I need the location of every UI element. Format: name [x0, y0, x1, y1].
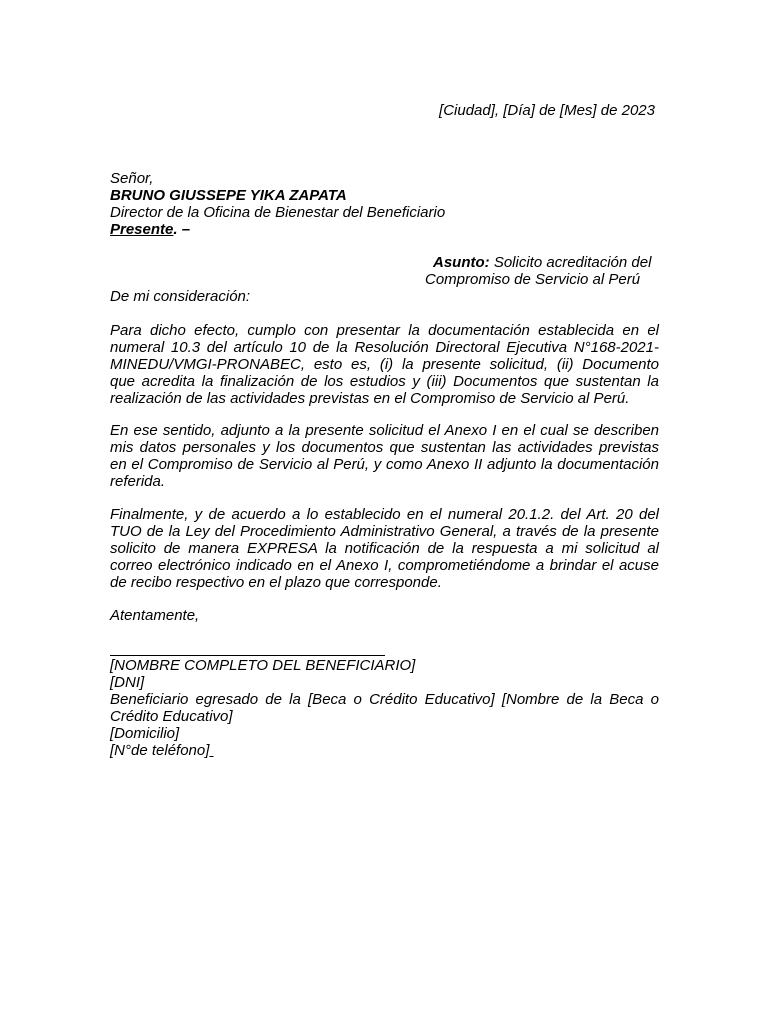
- paragraph-2-line: En ese sentido, adjunto a la presente solicitud el Anexo I en el cual se describen: [110, 422, 659, 439]
- greeting: De mi consideración:: [110, 288, 251, 305]
- presente-word: Presente: [110, 221, 174, 238]
- subject-label: Asunto:: [433, 254, 490, 271]
- salutation: Señor,: [110, 170, 154, 187]
- signature-role-line: Crédito Educativo]: [110, 708, 233, 725]
- signature-line: [110, 655, 385, 656]
- signature-phone: [N°de teléfono]: [110, 742, 210, 759]
- paragraph-3: [110, 506, 659, 591]
- signature-dni: [DNI]: [110, 674, 145, 691]
- paragraph-2-line: en el Compromiso de Servicio al Perú, y como Anexo II adjunto la documentación: [110, 456, 659, 473]
- paragraph-1-line: Para dicho efecto, cumplo con presentar la documentación establecida en el: [110, 322, 659, 339]
- subject-text-1: Solicito acreditación del: [493, 254, 652, 271]
- paragraph-1-line: realización de las actividades previstas en el Compromiso de Servicio al Perú.: [110, 390, 630, 407]
- date-line: [Ciudad], [Día] de [Mes] de 2023: [439, 102, 655, 119]
- paragraph-1: [110, 322, 659, 407]
- paragraph-2-line: referida.: [110, 473, 166, 490]
- signature-phone-line: [110, 742, 214, 759]
- paragraph-1-line: MINEDU/VMGI-PRONABEC, esto es, (i) la presente solicitud, (ii) Documento: [110, 356, 659, 373]
- paragraph-3-line: correo electrónico indicado en el Anexo I, comprometiéndome a brindar el acuse: [110, 557, 659, 574]
- paragraph-2-line: mis datos personales y los documentos que sustentan las actividades previstas: [110, 439, 659, 456]
- paragraph-3-line: de recibo respectivo en el plazo que corresponde.: [110, 574, 442, 591]
- signature-role: [110, 691, 659, 725]
- presente-line: [110, 221, 190, 238]
- signature-role-line: Beneficiario egresado de la [Beca o Crédito Educativo] [Nombre de la Beca o: [110, 691, 659, 708]
- paragraph-3-line: solicito de manera EXPRESA la notificación de la respuesta a mi solicitud al: [110, 540, 659, 557]
- paragraph-1-line: numeral 10.3 del artículo 10 de la Resolución Directoral Ejecutiva N°168-2021-: [110, 339, 659, 356]
- paragraph-2: [110, 422, 659, 490]
- signature-name: [NOMBRE COMPLETO DEL BENEFICIARIO]: [110, 657, 416, 674]
- subject-line-2: Compromiso de Servicio al Perú: [425, 271, 641, 288]
- recipient-name: BRUNO GIUSSEPE YIKA ZAPATA: [110, 187, 347, 204]
- recipient-title: Director de la Oficina de Bienestar del Beneficiario: [110, 204, 446, 221]
- signature-address: [Domicilio]: [110, 725, 180, 742]
- paragraph-1-line: que acredita la finalización de los estudios y (iii) Documentos que sustentan la: [110, 373, 659, 390]
- paragraph-3-line: TUO de la Ley del Procedimiento Administrativo General, a través de la presente: [110, 523, 659, 540]
- presente-suffix: . –: [173, 221, 191, 238]
- subject-line-1: [433, 254, 651, 271]
- closing: Atentamente,: [110, 607, 200, 624]
- paragraph-3-line: Finalmente, y de acuerdo a lo establecido en el numeral 20.1.2. del Art. 20 del: [110, 506, 659, 523]
- phone-underline-space: [209, 742, 213, 759]
